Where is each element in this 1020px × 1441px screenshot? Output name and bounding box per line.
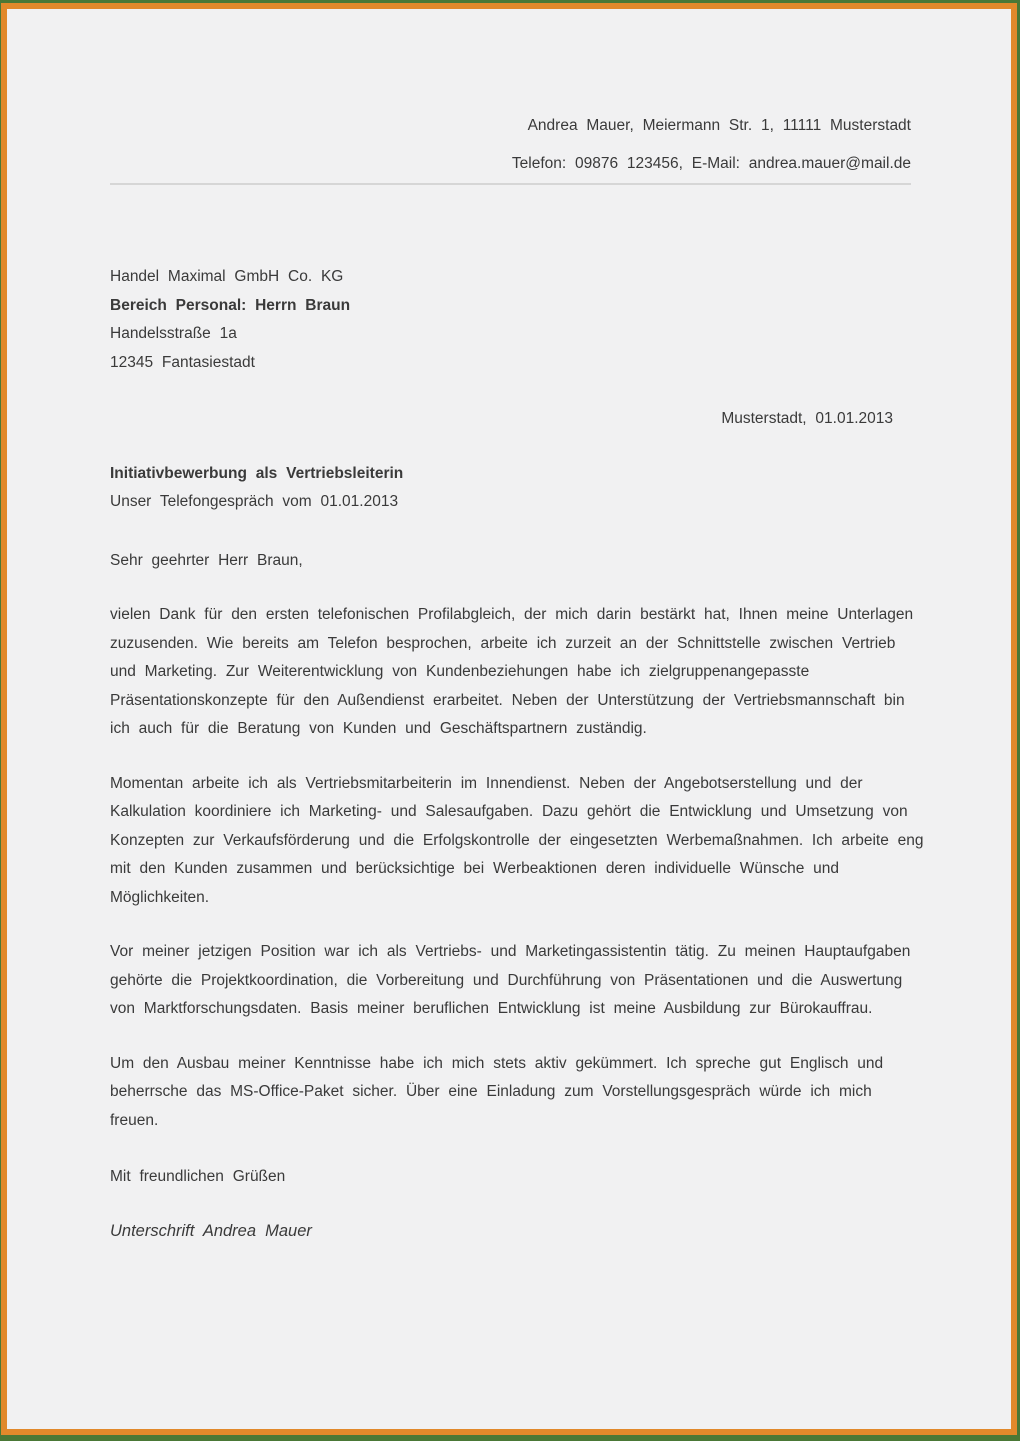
paragraph-line: zuzusenden. Wie bereits am Telefon besprochen, arbeite ich zurzeit an der Schnittstelle zwischen Vertrieb [110, 634, 896, 652]
recipient-city: 12345 Fantasiestadt [110, 353, 255, 371]
paragraph-line: Kalkulation koordiniere ich Marketing- und Salesaufgaben. Dazu gehört die Entwicklung und Umsetzung von [110, 803, 908, 820]
closing-formula: Mit freundlichen Grüßen [110, 1168, 286, 1185]
paragraph-1 [110, 601, 914, 744]
paragraph-line: und Marketing. Zur Weiterentwicklung von Kundenbeziehungen habe ich zielgruppenangepasste [110, 663, 810, 680]
sender-phone-email-line: Telefon: 09876 123456, E-Mail: andrea.mauer@mail.de [511, 155, 911, 172]
signature-line: Unterschrift Andrea Mauer [110, 1221, 312, 1240]
subject-block [110, 460, 911, 517]
paragraph-line: freuen. [110, 1111, 159, 1129]
paragraph-line: Möglichkeiten. [110, 888, 210, 906]
paragraph-line: Um den Ausbau meiner Kenntnisse habe ich mich stets aktiv gekümmert. Ich spreche gut Englisch und [110, 1054, 884, 1072]
paragraph-3 [110, 938, 911, 1024]
paragraph-2 [110, 770, 924, 913]
paragraph-line: ich auch für die Beratung von Kunden und Geschäftspartnern zuständig. [110, 720, 647, 737]
paragraph-line: mit den Kunden zusammen und berücksichtige bei Werbeaktionen deren individuelle Wünsche und [110, 860, 840, 877]
paragraph-line: Vor meiner jetzigen Position war ich als Vertriebs- und Marketingassistentin tätig. Zu meinen Hauptaufgaben [110, 943, 911, 960]
paragraph-line: gehörte die Projektkoordination, die Vorbereitung und Durchführung von Präsentationen und die Auswertung [110, 971, 903, 989]
place-and-date: Musterstadt, 01.01.2013 [721, 410, 893, 427]
sender-address-line: Andrea Mauer, Meiermann Str. 1, 11111 Musterstadt [527, 117, 911, 134]
paragraph-line: Präsentationskonzepte für den Außendienst erarbeitet. Neben der Unterstützung der Vertriebsmannschaft bin [110, 691, 905, 709]
subject-line: Initiativbewerbung als Vertriebsleiterin [110, 464, 404, 482]
salutation: Sehr geehrter Herr Braun, [110, 551, 303, 569]
paragraph-line: Momentan arbeite ich als Vertriebsmitarbeiterin im Innendienst. Neben der Angebotserstellung und der [110, 774, 863, 792]
paragraph-4 [110, 1050, 911, 1136]
subject-reference-line: Unser Telefongespräch vom 01.01.2013 [110, 493, 399, 510]
paragraph-line: beherrsche das MS-Office-Paket sicher. Über eine Einladung zum Vorstellungsgespräch würde ich mich [110, 1083, 872, 1100]
recipient-company: Handel Maximal GmbH Co. KG [110, 268, 344, 285]
letter-body [7, 9, 1011, 1245]
scanned-letter-page [1, 3, 1017, 1435]
paragraph-line: Konzepten zur Verkaufsförderung und die Erfolgskontrolle der eingesetzten Werbemaßnahmen. Ich arbeite eng [110, 831, 924, 849]
sender-contact-block [110, 9, 911, 176]
recipient-department: Bereich Personal: Herrn Braun [110, 296, 351, 314]
recipient-address-block [110, 263, 911, 377]
paragraph-line: von Marktforschungsdaten. Basis meiner beruflichen Entwicklung ist meine Ausbildung zur Bürokauffrau. [110, 1000, 873, 1017]
header-divider-rule [110, 183, 911, 185]
paragraph-line: vielen Dank für den ersten telefonischen Profilabgleich, der mich darin bestärkt hat, Ihnen meine Unterlagen [110, 606, 914, 623]
recipient-street: Handelsstraße 1a [110, 325, 237, 342]
